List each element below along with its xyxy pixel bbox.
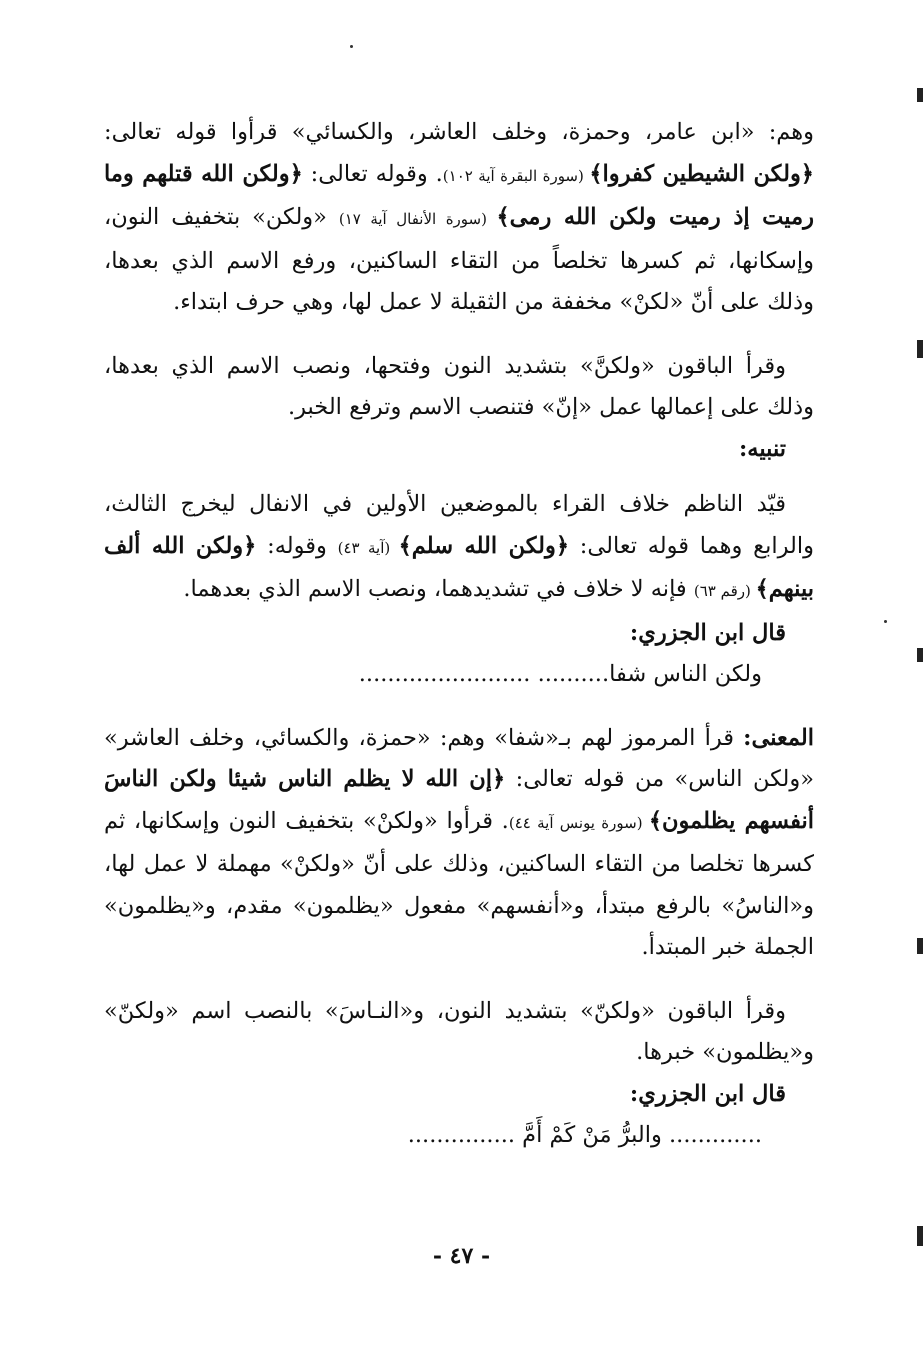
heading-tanbih: تنبيه: [739, 435, 786, 462]
quran-quote: ﴿ولكن الله سلم﴾ [398, 532, 570, 559]
paragraph-3 [104, 484, 814, 613]
page-body [104, 112, 814, 1157]
verse-reference: (رقم ٦٣) [693, 582, 756, 600]
verse-reference: (آية ٤٣) [337, 538, 399, 557]
heading-qal-2: قال ابن الجزري: [629, 1080, 786, 1107]
verse-reference: (سورة البقرة آية ١٠٢) [442, 166, 590, 185]
text: وقوله: [256, 532, 338, 559]
text: فإنه لا خلاف في تشديدهما، ونصب الاسم الذي بعدهما. [183, 576, 694, 602]
text: . قرأوا «ولكنْ» بتخفيف النون وإسكانها، ثم كسرها تخلصا من التقاء الساكنين، وذلك على أنّ «ولكنْ» مهملة لا عمل لها، و«الناسُ» بالرفع مبتدأ، و«أنفسهم» مفعول «يظلمون» مقدم، و«يظلمون» الجملة خبر المبتدأ. [104, 807, 814, 960]
paragraph-5: وقرأ الباقون «ولكنّ» بتشديد النون، و«النـاسَ» بالنصب اسم «ولكنّ» و«يظلمون» خبرها. [104, 997, 814, 1065]
text: . وقوله تعالى: [302, 160, 443, 187]
page-number: - ٤٧ - [432, 1243, 491, 1269]
scan-edge-mark [917, 1226, 923, 1246]
text: قرأ المرموز لهم بـ«شفا» وهم: «حمزة، والكسائي، وخلف العاشر» «ولكن الناس» من قوله تعالى: [104, 724, 814, 792]
poem-verse-2: ............. والبرُّ مَنْ كَمْ أَمَّ ............... [407, 1122, 762, 1148]
scan-edge-mark [917, 648, 923, 662]
text: قيّد الناظم خلاف القراء بالموضعين الأولين في الانفال ليخرج الثالث، والرابع وهما قوله تعالى: [104, 491, 814, 559]
scan-edge-mark [917, 938, 923, 954]
poem-verse-1: ولكن الناس شفا.......... ........................ [358, 661, 762, 687]
scan-edge-mark [917, 340, 923, 358]
quran-quote: ﴿ولكن الله قتلهم وما رميت إذ رميت ولكن الله رمى﴾ [104, 160, 814, 230]
quran-quote: ﴿ولكن الله ألف بينهم﴾ [104, 532, 814, 602]
text: «ولكن» بتخفيف النون، وإسكانها، ثم كسرها تخلصاً من التقاء الساكنين، ورفع الاسم الذي بعدها، وذلك على أنّ «لكنْ» مخففة من الثقيلة لا عمل لها، وهي حرف ابتداء. [104, 204, 814, 315]
paragraph-4 [104, 718, 814, 969]
text: وهم: «ابن عامر، وحمزة، وخلف العاشر، والكسائي» قرأوا قوله تعالى: [104, 119, 814, 145]
verse-reference: (سورة الأنفال آية ١٧) [338, 210, 497, 228]
heading-qal-1: قال ابن الجزري: [629, 619, 786, 646]
quran-quote: ﴿إن الله لا يظلم الناس شيئا ولكن الناسَ أنفسهم يظلمون﴾ [104, 766, 814, 834]
scan-edge-mark [917, 88, 923, 102]
label-maana: المعنى: [743, 724, 814, 751]
scan-speck [350, 45, 353, 48]
paragraph-2: وقرأ الباقون «ولكنَّ» بتشديد النون وفتحها، ونصب الاسم الذي بعدها، وذلك على إعمالها عمل «إنّ» فتنصب الاسم وترفع الخبر. [104, 352, 814, 420]
scan-speck [884, 620, 887, 623]
verse-reference: (سورة يونس آية ٤٤) [508, 813, 649, 832]
quran-quote: ﴿ولكن الشيطين كفروا﴾ [589, 160, 814, 187]
paragraph-1 [104, 112, 814, 324]
